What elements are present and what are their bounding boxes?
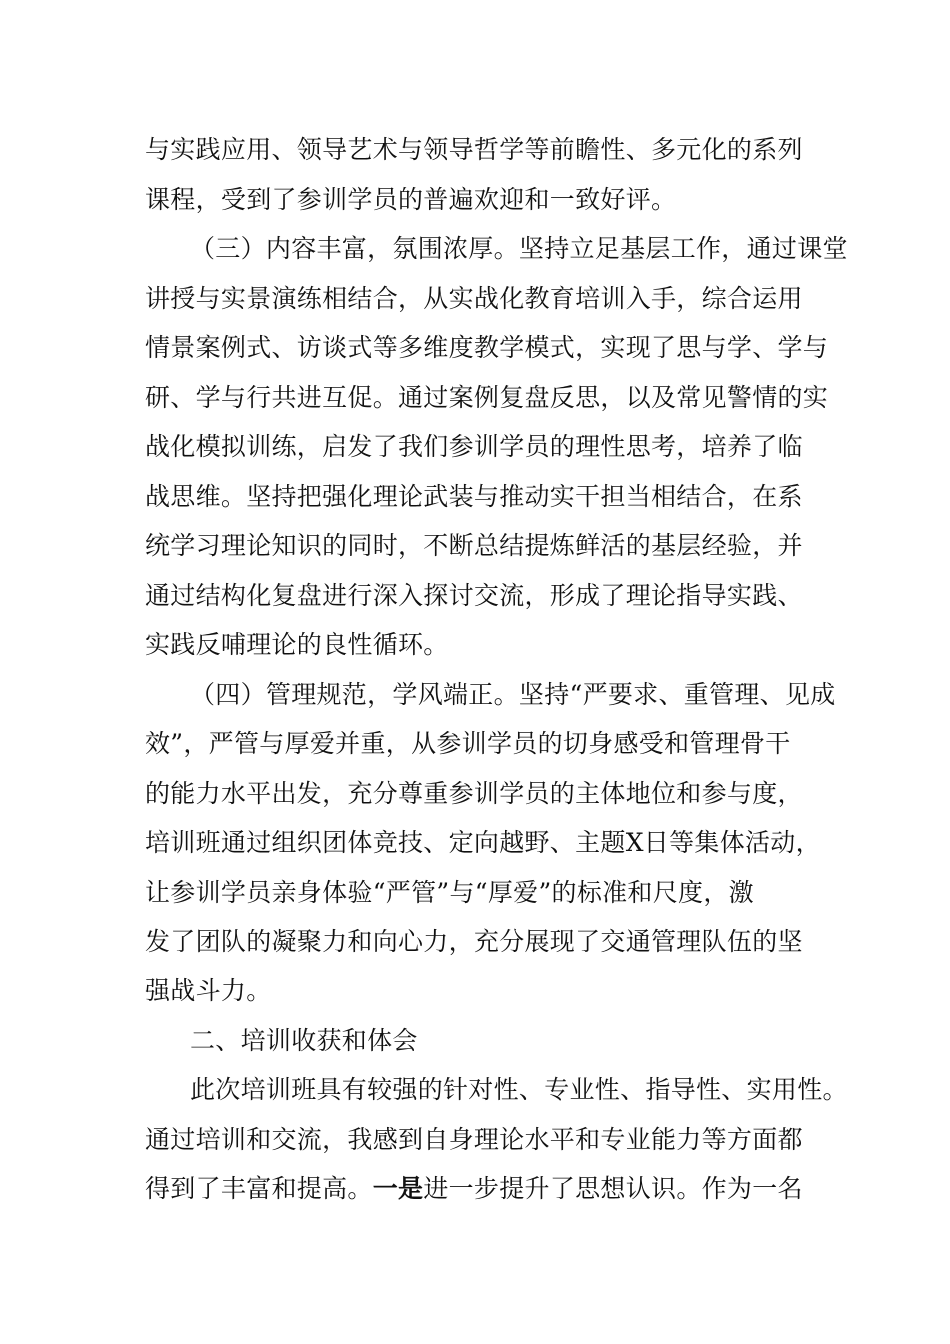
text-line: 讲授与实景演练相结合，从实战化教育培训入手，综合运用 (145, 284, 803, 313)
text-line: 战思维。坚持把强化理论武装与推动实干担当相结合，在系 (145, 482, 803, 511)
text-line: 通过结构化复盘进行深入探讨交流，形成了理论指导实践、 (145, 581, 803, 610)
text-line: 战化模拟训练，启发了我们参训学员的理性思考，培养了临 (145, 432, 803, 461)
section-heading-4: （四）管理规范，学风端正。坚持“严要求、重管理、见成 (190, 680, 836, 709)
section-heading-2: 二、培训收获和体会 (190, 1026, 418, 1055)
text-line: 让参训学员亲身体验“严管”与“厚爱”的标准和尺度，激 (145, 878, 754, 907)
text-segment: 得到了丰富和提高。 (145, 1174, 373, 1203)
text-line: 课程，受到了参训学员的普遍欢迎和一致好评。 (145, 185, 677, 214)
text-line: 研、学与行共进互促。通过案例复盘反思，以及常见警情的实 (145, 383, 829, 412)
text-line: 的能力水平出发，充分尊重参训学员的主体地位和参与度， (145, 779, 803, 808)
text-line: 此次培训班具有较强的针对性、专业性、指导性、实用性。 (190, 1075, 848, 1104)
text-line: 通过培训和交流，我感到自身理论水平和专业能力等方面都 (145, 1125, 803, 1154)
emphasis-text: 一是 (372, 1174, 424, 1203)
text-line: 强战斗力。 (145, 976, 272, 1005)
text-line: 培训班通过组织团体竞技、定向越野、主题X日等集体活动， (145, 828, 821, 857)
text-segment: 进一步提升了思想认识。作为一名 (423, 1174, 803, 1203)
text-line: 发了团队的凝聚力和向心力，充分展现了交通管理队伍的坚 (145, 927, 803, 956)
text-line: 效”，严管与厚爱并重，从参训学员的切身感受和管理骨干 (145, 729, 791, 758)
text-line: 统学习理论知识的同时，不断总结提炼鲜活的基层经验，并 (145, 531, 803, 560)
text-line: 与实践应用、领导艺术与领导哲学等前瞻性、多元化的系列 (145, 135, 803, 164)
text-line (145, 1169, 803, 1209)
section-heading-3: （三）内容丰富，氛围浓厚。坚持立足基层工作，通过课堂 (190, 234, 848, 263)
text-line: 情景案例式、访谈式等多维度教学模式，实现了思与学、学与 (145, 333, 829, 362)
text-line: 实践反哺理论的良性循环。 (145, 630, 449, 659)
